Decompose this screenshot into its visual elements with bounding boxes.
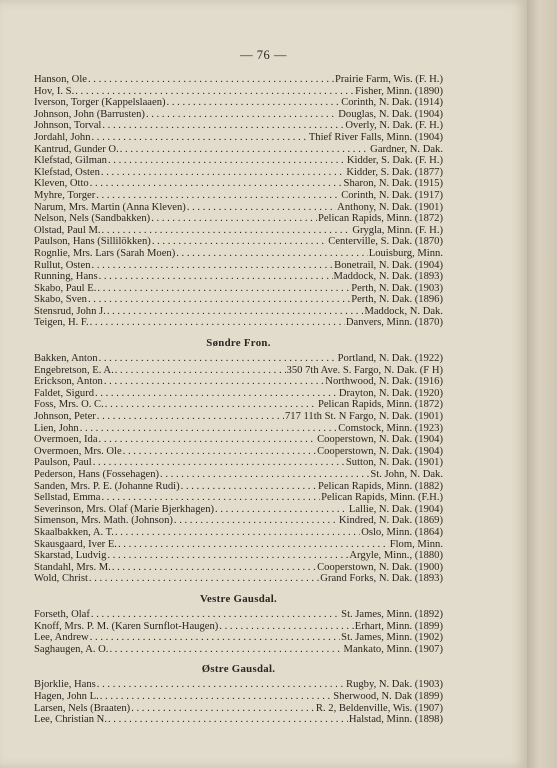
entry-place: Drayton, N. Dak. (1920) [338,387,443,399]
entry-place: St. James, Minn. (1902) [341,632,443,644]
entry-place: Perth, N. Dak. (1903) [351,282,443,294]
directory-entry [34,632,443,644]
entry-place: Corinth, N. Dak. (1917) [341,189,443,201]
entry-place: St. John, N. Dak. [370,469,443,480]
entry-name: Lee, Andrew [34,632,89,644]
dot-leader [96,190,340,202]
directory-entry [34,644,443,656]
directory-entry [34,167,443,179]
entry-place: Sharon, N. Dak. (1915) [343,178,443,190]
dot-leader [187,202,336,214]
directory-entry [34,353,443,365]
entry-place: Grygla, Minn. (F. H.) [352,224,443,236]
dot-leader [90,632,340,644]
dot-leader [123,446,316,458]
entry-name: Pederson, Hans (Fossehagen) [34,469,160,480]
entry-name: Klefstad, Gilman [34,155,107,167]
entry-place: Sutton, N. Dak. (1901) [345,457,443,469]
entry-place: Perth, N. Dak. (1896) [351,294,443,306]
entry-name: Johnson, Peter [34,411,96,423]
entry-place: Bonetrail, N. Dak. (1904) [334,259,443,271]
directory-entry [34,515,443,527]
entry-name: Jordahl, John [34,131,91,143]
entry-name: Foss, Mrs. O. C. [34,399,104,411]
entry-place: Erhart, Minn. (1899) [354,620,443,632]
directory-entry [34,202,443,214]
entry-name: Kleven, Otto [34,178,89,190]
dot-leader [90,178,343,190]
entry-place: Overly, N. Dak. (F. H.) [345,120,443,132]
entry-place: Douglas, N. Dak. (1904) [338,108,443,120]
directory-entry [34,469,443,481]
entry-place: Thief River Falls, Minn. (1904) [308,131,443,143]
dot-leader [108,714,348,726]
page-edge [527,0,557,768]
dot-leader [105,399,317,411]
entry-place: Cooperstown, N. Dak. (1904) [317,434,443,446]
section-title: Søndre Fron. [206,337,271,350]
directory-entry [34,155,443,167]
dot-leader [101,167,345,179]
dot-leader [102,225,352,237]
entry-name: Rullut, Osten [34,259,91,271]
dot-leader [107,550,348,562]
entry-name: Bakken, Anton [34,353,98,365]
dot-leader [219,621,353,633]
dot-leader [146,109,337,121]
entry-place: Lallie, N. Dak. (1904) [348,503,443,515]
entry-place: Sherwood, N. Dak (1899) [333,690,443,702]
entry-name: Bjorklie, Hans [34,679,96,691]
directory-entry [34,317,443,329]
dot-leader [89,573,319,585]
dot-leader [80,423,338,435]
entry-name: Sellstad, Emma [34,492,101,504]
entry-place: Prairie Farm, Wis. (F. H.) [335,74,443,85]
entry-place: Maddock, N. Dak. [364,305,443,317]
directory-entry [34,609,443,621]
directory-entry [34,109,443,121]
page-number: — 76 — [240,48,287,62]
entry-place: Flom, Minn. [389,538,443,550]
directory-entry [34,703,443,715]
directory-entry [34,260,443,272]
section-title: Østre Gausdal. [201,663,276,676]
dot-leader [167,97,341,109]
directory-entry [34,213,443,225]
entry-place: Pelican Rapids, Minn. (1872) [317,399,443,411]
entry-name: Klefstad, Osten [34,166,100,178]
entry-name: Hov, I. S. [34,85,75,97]
entry-place: Louisburg, Minn. [368,247,443,259]
directory-entry [34,365,443,377]
entry-name: Running, Hans [34,271,98,283]
entry-name: Hanson, Ole [34,74,87,85]
entry-name: Engebretson, E. A. [34,364,114,376]
dot-leader [93,457,345,469]
directory-entry [34,399,443,411]
directory-entry [34,86,443,98]
entry-name: Iverson, Torger (Kappelslaaen) [34,97,166,109]
entry-place: Gardner, N. Dak. [370,143,443,155]
directory-entry [34,411,443,423]
dot-leader [115,365,286,377]
entry-place: Centerville, S. Dak. (1870) [328,236,443,248]
section-title: Vestre Gausdal. [199,592,278,605]
directory-entry [34,446,443,458]
entry-name: Hagen, John L. [34,690,99,702]
entry-name: Larsen, Nels (Braaten) [34,702,131,714]
entry-name: Overmoen, Ida [34,434,98,446]
directory-entry [34,481,443,493]
entry-name: Paulson, Paul [34,457,92,469]
dot-leader [102,492,321,504]
directory-entry [34,306,443,318]
entry-place: Anthony, N. Dak. (1901) [337,201,443,213]
directory-entry [34,97,443,109]
dot-leader [92,132,308,144]
directory-entry [34,434,443,446]
entry-place: Argyle, Minn., (1880) [349,550,443,562]
directory-entry [34,504,443,516]
directory-entry [34,562,443,574]
entry-place: Rugby, N. Dak. (1903) [346,679,443,691]
dot-leader [115,527,360,539]
dot-leader [92,260,334,272]
entry-name: Olstad, Paul M. [34,224,101,236]
directory-entry [34,225,443,237]
dot-leader [88,294,350,306]
directory-entry [34,457,443,469]
entry-name: Severinson, Mrs. Olaf (Marie Bjerkhagen) [34,503,215,515]
entry-name: Myhre, Torger [34,189,96,201]
entry-place: Pelican Rapids, Minn. (1882) [317,480,443,492]
dot-leader [160,469,369,481]
dot-leader [174,515,338,527]
dot-leader [151,213,317,225]
directory-entry [34,550,443,562]
entry-place: Kidder, S. Dak. (F. H.) [346,155,443,167]
entry-name: Lien, John [34,422,79,434]
entry-name: Johnson, Torval [34,120,102,132]
entry-name: Standahl, Mrs. M. [34,561,111,573]
entry-place: Cooperstown, N. Dak. (1904) [317,445,443,457]
directory-entry [34,621,443,633]
directory-entry [34,691,443,703]
dot-leader [100,691,333,703]
entry-place: Portland, N. Dak. (1922) [337,353,443,365]
entry-name: Erickson, Anton [34,376,103,388]
directory-entry [34,132,443,144]
dot-leader [97,283,350,295]
directory-entry [34,144,443,156]
dot-leader [176,248,368,260]
dot-leader [118,539,389,551]
dot-leader [104,376,324,388]
entry-name: Overmoen, Mrs. Ole [34,445,122,457]
entry-name: Lee, Christian N. [34,714,107,726]
dot-leader [108,155,346,167]
entry-name: Narum, Mrs. Martin (Anna Kleven) [34,201,186,213]
entry-name: Kantrud, Gunder O. [34,143,119,155]
dot-leader [131,703,315,715]
entry-place: Kidder, S. Dak. (1877) [346,166,443,178]
entry-place: Fisher, Minn. (1890) [355,85,443,97]
directory-entry [34,388,443,400]
directory-entry [34,527,443,539]
entry-name: Paulson, Hans (Sillilökken) [34,236,151,248]
directory-entry [34,573,443,585]
entry-place: Danvers, Minn. (1870) [345,317,443,329]
entry-name: Johnson, John (Barrusten) [34,108,145,120]
entry-place: St. James, Minn. (1892) [341,608,443,620]
directory-entry [34,294,443,306]
entry-name: Rognlie, Mrs. Lars (Sarah Moen) [34,247,176,259]
dot-leader [90,317,345,329]
dot-leader [120,144,369,156]
entry-name: Forseth, Olaf [34,608,90,620]
entry-place: Grand Forks, N. Dak. (1893) [320,573,443,585]
entry-place: Maddock, N. Dak. (1893) [333,271,443,283]
directory-entry [34,283,443,295]
entry-name: Skabo, Sven [34,294,87,306]
directory-entry [34,178,443,190]
dot-leader [152,236,327,248]
entry-place: Halstad, Minn. (1898) [348,714,443,726]
dot-leader [102,120,344,132]
dot-leader [181,481,317,493]
dot-leader [109,644,342,656]
directory-entry [34,714,443,726]
entry-place: Cooperstown, N. Dak. (1900) [317,561,443,573]
dot-leader [99,353,337,365]
dot-leader [88,74,334,86]
dot-leader [99,271,333,283]
entry-place: Pelican Rapids, Minn. (1872) [317,213,443,225]
entry-place: R. 2, Beldenville, Wis. (1907) [315,702,443,714]
entry-name: Skarstad, Ludvig [34,550,107,562]
entry-place: 717 11th St. N Fargo, N. Dak. (1901) [284,411,443,423]
directory-entry [34,271,443,283]
dot-leader [97,411,284,423]
entry-name: Skabo, Paul E. [34,282,97,294]
directory-entry [34,236,443,248]
entry-place: 350 7th Ave. S. Fargo, N. Dak. (F H) [286,364,443,376]
entry-name: Nelson, Nels (Sandbakken) [34,213,151,225]
entry-place: Comstock, Minn. (1923) [338,422,443,434]
entry-place: Northwood, N. Dak. (1916) [325,376,443,388]
directory-entry [34,74,443,86]
entry-name: Skausgaard, Iver E. [34,538,117,550]
dot-leader [112,562,316,574]
entry-name: Saghaugen, A. O. [34,643,109,655]
dot-leader [95,388,338,400]
directory-entry [34,539,443,551]
directory-entry [34,423,443,435]
dot-leader [215,504,348,516]
dot-leader [99,434,317,446]
entry-name: Knoff, Mrs. P. M. (Karen Surnflot-Haugen) [34,620,219,632]
entry-name: Wold, Christ [34,573,88,585]
entry-name: Faldet, Sigurd [34,387,95,399]
entry-place: Pelican Rapids, Minn. (F.H.) [321,492,443,504]
dot-leader [107,306,364,318]
directory-entry [34,190,443,202]
entry-place: Kindred, N. Dak. (1869) [338,515,443,527]
directory-entry [34,492,443,504]
directory-entry [34,120,443,132]
entry-place: Corinth, N. Dak. (1914) [341,97,443,109]
dot-leader [97,679,345,691]
entry-name: Stensrud, John J. [34,305,106,317]
directory-listing [34,74,443,726]
dot-leader [75,86,354,98]
dot-leader [91,609,340,621]
directory-entry [34,679,443,691]
directory-entry [34,248,443,260]
entry-name: Simenson, Mrs. Math. (Johnson) [34,515,173,527]
entry-name: Skaalbakken, A. T. [34,526,114,538]
entry-name: Sanden, Mrs. P. E. (Johanne Rudi) [34,480,180,492]
entry-place: Mankato, Minn. (1907) [343,643,443,655]
directory-entry [34,376,443,388]
entry-name: Teigen, H. F. [34,317,89,329]
entry-place: Oslo, Minn. (1864) [361,526,443,538]
